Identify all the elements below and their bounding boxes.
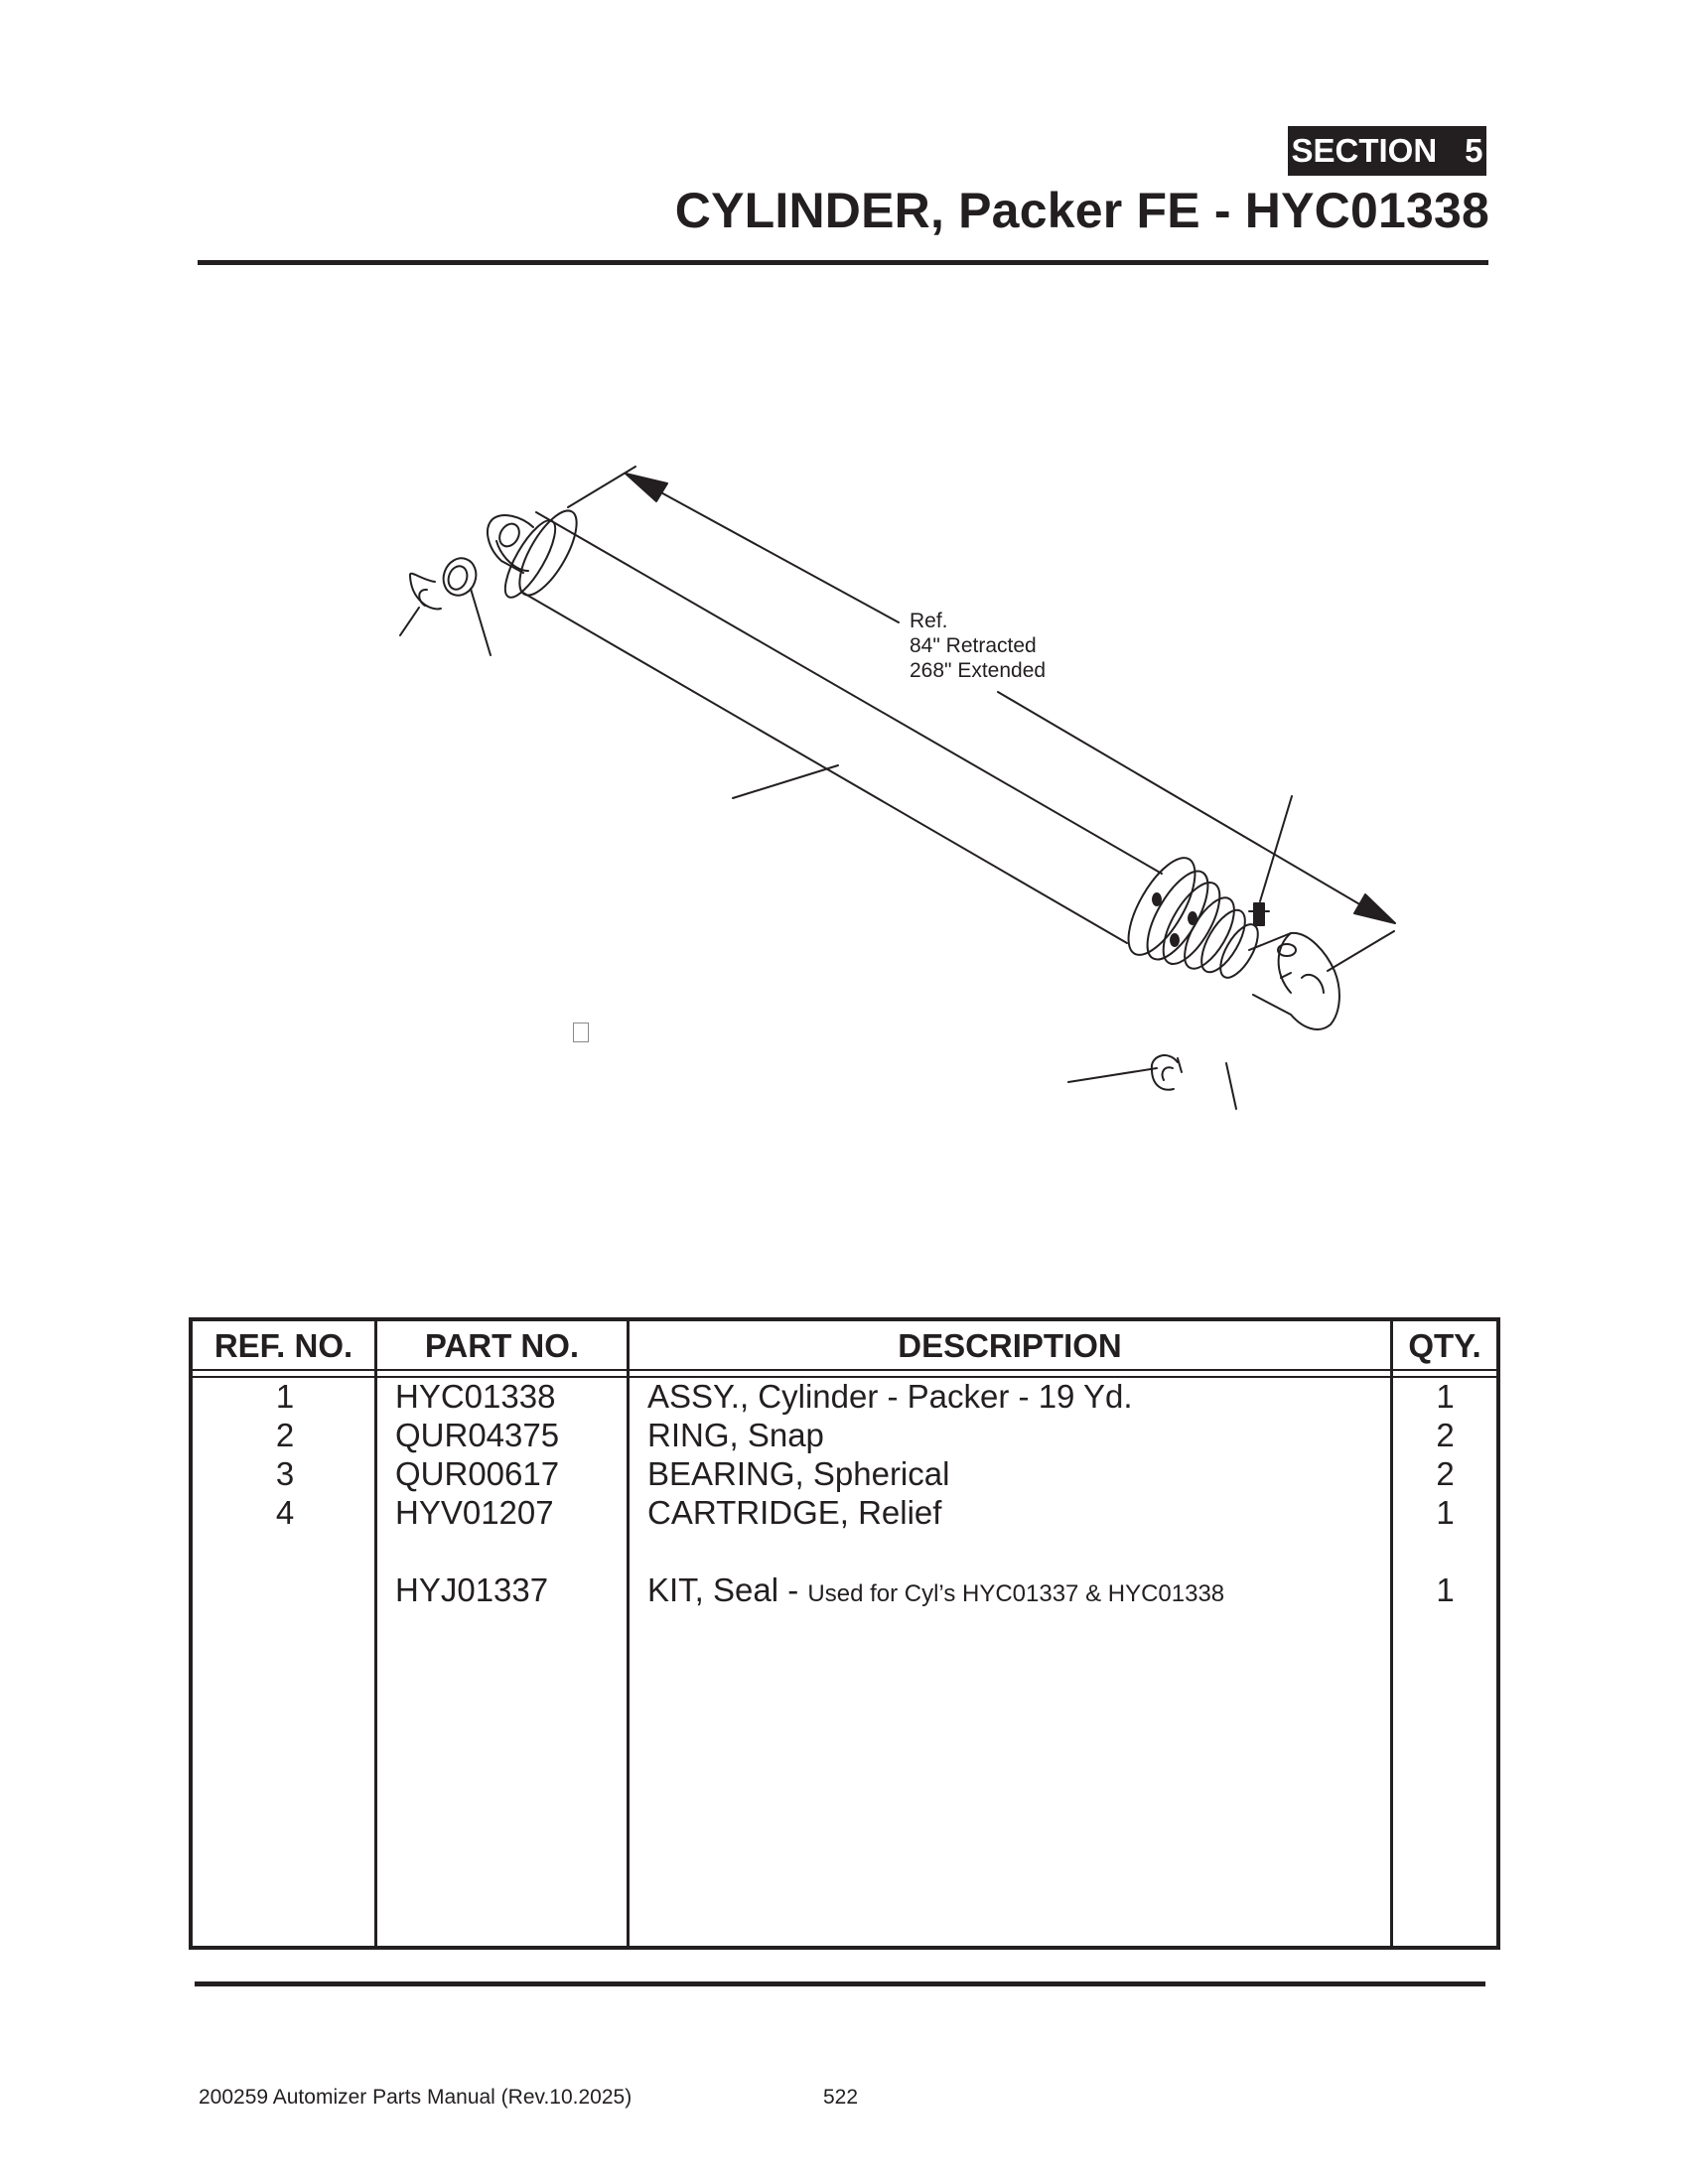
qty: 2 xyxy=(1436,1455,1455,1492)
rod-end-assembly xyxy=(1115,848,1265,983)
description-note: Used for Cyl’s HYC01337 & HYC01338 xyxy=(807,1580,1225,1607)
ref-no: 3 xyxy=(275,1455,295,1492)
description xyxy=(647,1377,1133,1416)
description-text: ASSY., Cylinder - Packer - 19 Yd. xyxy=(647,1378,1133,1415)
dimension-extended: 268" Extended xyxy=(910,659,1047,682)
qty: 1 xyxy=(1436,1571,1455,1608)
section-number: 5 xyxy=(1465,132,1483,169)
ref-no: 4 xyxy=(275,1494,295,1531)
part-no: HYJ01337 xyxy=(395,1571,549,1608)
parts-table xyxy=(189,1317,1500,1950)
table-row xyxy=(193,1377,1496,1416)
part-no: QUR04375 xyxy=(395,1417,560,1453)
header-rule xyxy=(198,260,1488,265)
qty: 1 xyxy=(1436,1378,1455,1415)
table-row xyxy=(193,1416,1496,1454)
dimension-label xyxy=(910,609,1046,683)
qty: 2 xyxy=(1436,1417,1455,1453)
header-part-no: PART NO. xyxy=(424,1327,580,1364)
qty: 1 xyxy=(1436,1494,1455,1531)
header-description: DESCRIPTION xyxy=(898,1327,1122,1364)
part-no: HYC01338 xyxy=(395,1378,556,1415)
left-ring-and-bearing xyxy=(410,554,482,610)
leader-lines xyxy=(400,589,1292,1109)
description xyxy=(647,1454,949,1493)
description-text: CARTRIDGE, Relief xyxy=(647,1494,942,1531)
description xyxy=(647,1416,824,1454)
cylinder-barrel xyxy=(496,502,1162,943)
description-text: BEARING, Spherical xyxy=(647,1455,950,1492)
header-qty: QTY. xyxy=(1408,1327,1481,1364)
section-label: SECTION xyxy=(1291,132,1438,169)
dimension-retracted: 84" Retracted xyxy=(910,634,1037,657)
table-row xyxy=(193,1570,1496,1609)
table-row xyxy=(193,1454,1496,1493)
table-row xyxy=(193,1493,1496,1532)
footer-manual-title: 200259 Automizer Parts Manual (Rev.10.2025) xyxy=(199,2086,633,2109)
right-clevis xyxy=(1249,933,1339,1029)
part-no: QUR00617 xyxy=(395,1455,560,1492)
left-clevis xyxy=(488,515,533,573)
dimension-line xyxy=(568,467,1395,971)
relief-cartridge xyxy=(1249,903,1269,925)
description xyxy=(647,1570,1224,1613)
part-no: HYV01207 xyxy=(395,1494,554,1531)
description-text: KIT, Seal - xyxy=(647,1571,808,1608)
page-title: CYLINDER, Packer FE - HYC01338 xyxy=(674,183,1489,238)
cylinder-diagram xyxy=(0,417,1688,1171)
footer-rule xyxy=(195,1981,1485,1986)
description-text: RING, Snap xyxy=(647,1417,824,1453)
placeholder-box xyxy=(573,1023,589,1042)
page-number: 522 xyxy=(823,2086,859,2109)
header-ref-no: REF. NO. xyxy=(213,1327,353,1364)
ref-no: 1 xyxy=(275,1378,295,1415)
description xyxy=(647,1493,941,1532)
ref-no: 2 xyxy=(275,1417,295,1453)
dimension-ref: Ref. xyxy=(910,610,948,632)
right-snap-ring xyxy=(1152,1055,1182,1090)
section-badge xyxy=(1288,126,1486,176)
